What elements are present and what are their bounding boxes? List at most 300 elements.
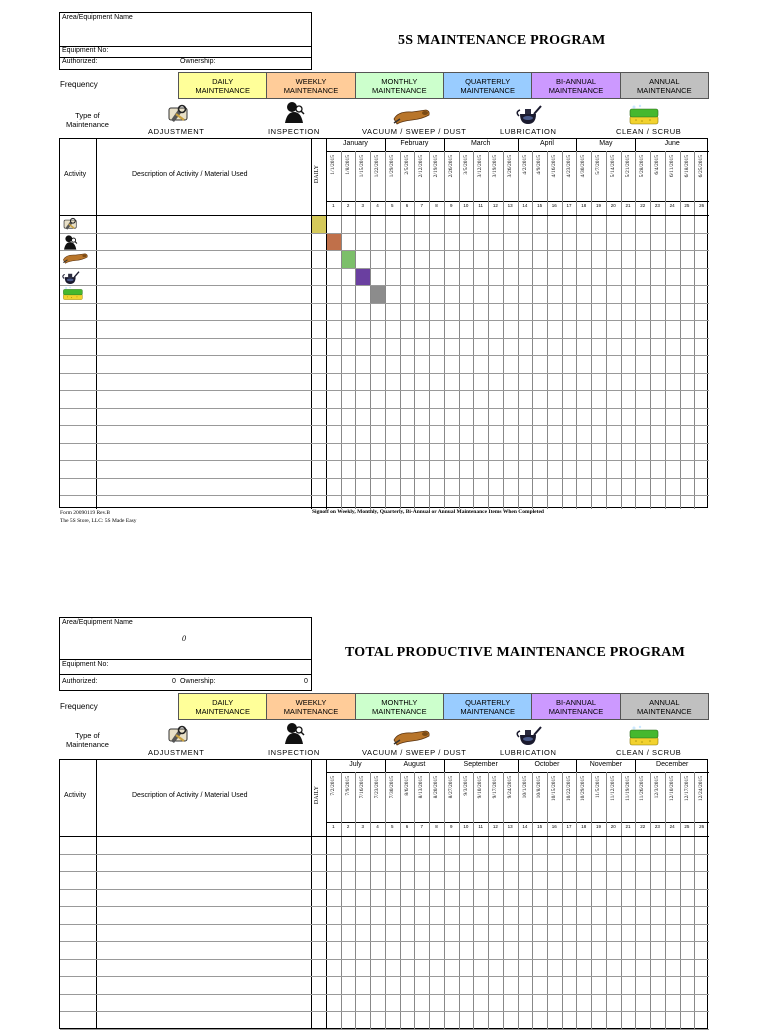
week-col-line	[665, 151, 666, 509]
authorized-label: Authorized:	[62, 678, 98, 685]
row-line	[60, 233, 709, 234]
week-date: 5/14/2015	[609, 155, 616, 178]
week-col-line	[459, 772, 460, 1030]
daily-col-line	[326, 760, 327, 1030]
week-date: 9/3/2015	[462, 776, 469, 796]
legend-color-cell	[312, 216, 326, 233]
week-date: 10/8/2015	[536, 776, 543, 799]
week-number: 4	[376, 824, 379, 829]
week-number: 12	[492, 203, 498, 208]
week-col-line	[576, 151, 577, 509]
month-header: January	[343, 140, 368, 147]
type-label-line1: Type of	[75, 111, 100, 120]
wrench-icon	[62, 216, 78, 236]
week-number: 2	[346, 203, 350, 208]
week-col-line	[576, 772, 577, 1030]
row-line	[60, 1029, 709, 1030]
daily-header: DAILY	[314, 786, 320, 805]
type-label-4: CLEAN / SCRUB	[616, 748, 682, 757]
frequency-suffix: MAINTENANCE	[637, 707, 692, 716]
week-number: 20	[610, 824, 616, 829]
frequency-name: BI-ANNUAL	[555, 698, 596, 707]
row-line	[60, 994, 709, 995]
frequency-name: DAILY	[212, 77, 234, 86]
week-date: 12/17/2015	[683, 776, 690, 802]
row-line	[60, 373, 709, 374]
type-label-3: LUBRICATION	[500, 127, 557, 136]
legend-color-cell	[342, 251, 356, 268]
week-col-line	[635, 772, 636, 1030]
equipment-no-label: Equipment No:	[62, 47, 109, 54]
frequency-name: ANNUAL	[649, 77, 680, 86]
week-col-line	[606, 772, 607, 1030]
week-col-line	[562, 151, 563, 509]
week-col-line	[518, 151, 519, 509]
month-header: July	[349, 761, 362, 768]
type-label-line1: Type of	[75, 731, 100, 740]
row-line	[60, 443, 709, 444]
week-col-line	[385, 772, 386, 1030]
week-col-line	[370, 772, 371, 1030]
week-number: 26	[699, 824, 705, 829]
week-col-line	[694, 772, 695, 1030]
activity-header: Activity	[64, 792, 87, 799]
week-date: 11/26/2015	[639, 776, 646, 801]
week-number: 15	[537, 824, 543, 829]
row-line	[60, 268, 709, 269]
form2-frequency-bar	[178, 693, 708, 720]
week-number: 9	[449, 203, 453, 208]
form1-title: 5S MAINTENANCE PROGRAM	[398, 33, 606, 48]
week-number: 12	[492, 824, 498, 829]
row-line	[60, 478, 709, 479]
week-date: 4/30/2015	[580, 155, 587, 178]
week-date: 7/2/2015	[330, 776, 336, 796]
week-date: 2/5/2015	[403, 155, 410, 175]
week-col-line	[370, 151, 371, 509]
row-line	[60, 871, 709, 872]
week-date: 5/28/2015	[639, 155, 646, 178]
week-col-line	[606, 151, 607, 509]
week-date: 4/9/2015	[536, 155, 543, 175]
week-date: 7/16/2015	[359, 776, 366, 799]
week-number: 1	[332, 203, 335, 208]
type-label-2: VACUUM / SWEEP / DUST	[362, 127, 467, 136]
type-label-0: ADJUSTMENT	[148, 748, 205, 757]
week-col-line	[429, 151, 430, 509]
week-number: 7	[420, 203, 423, 208]
form1-type-row	[0, 100, 768, 140]
row-line	[60, 320, 709, 321]
week-col-line	[650, 151, 651, 509]
description-col-line	[311, 139, 312, 509]
week-col-line	[473, 151, 474, 509]
week-date: 12/24/2015	[698, 776, 705, 802]
week-col-line	[547, 151, 548, 509]
week-date: 7/23/2015	[374, 776, 381, 799]
week-number: 2	[346, 824, 350, 829]
week-date: 6/25/2015	[698, 155, 705, 178]
row-line	[60, 355, 709, 356]
frequency-name: ANNUAL	[649, 698, 680, 707]
frequency-name: DAILY	[212, 698, 234, 707]
row-line	[60, 250, 709, 251]
frequency-suffix: MAINTENANCE	[283, 707, 339, 716]
type-label-1: INSPECTION	[268, 127, 320, 136]
area-equipment-label: Area/Equipment Name	[62, 14, 133, 21]
ownership-label: Ownership:	[180, 58, 216, 65]
week-number: 20	[610, 203, 616, 208]
row-line	[60, 390, 709, 391]
form1-schedule-table	[59, 138, 708, 508]
week-date: 5/21/2015	[624, 155, 631, 178]
row-line	[60, 338, 709, 339]
week-date: 3/12/2015	[477, 155, 484, 178]
week-date: 12/10/2015	[668, 776, 675, 802]
week-number: 11	[478, 824, 483, 829]
week-col-line	[680, 772, 681, 1030]
week-number: 26	[699, 203, 705, 208]
week-number: 13	[507, 203, 513, 208]
week-number: 17	[566, 824, 572, 829]
week-number: 10	[463, 203, 469, 208]
week-date: 10/29/2015	[580, 776, 587, 802]
week-number: 14	[522, 824, 528, 829]
frequency-suffix: MAINTENANCE	[372, 707, 427, 716]
month-divider	[518, 139, 519, 151]
week-date: 8/27/2015	[447, 776, 454, 799]
month-divider	[576, 760, 577, 772]
week-col-line	[385, 151, 386, 509]
week-number: 9	[449, 824, 453, 829]
type-label-line2: Maintenance	[66, 740, 109, 749]
week-number: 3	[361, 824, 365, 829]
month-header: November	[589, 761, 623, 768]
activity-header: Activity	[64, 171, 87, 178]
form2-title: TOTAL PRODUCTIVE MAINTENANCE PROGRAM	[345, 645, 685, 660]
week-number: 3	[361, 203, 365, 208]
frequency-suffix: MAINTENANCE	[283, 86, 339, 95]
week-date: 9/17/2015	[492, 776, 499, 799]
week-col-line	[355, 772, 356, 1030]
frequency-name: BI-ANNUAL	[555, 77, 596, 86]
frequency-cell-monthly	[355, 693, 444, 720]
week-date: 3/19/2015	[492, 155, 499, 178]
week-col-line	[591, 772, 592, 1030]
header-bottom-line	[60, 836, 709, 837]
frequency-cell-daily	[178, 72, 267, 99]
week-number: 21	[625, 203, 631, 208]
frequency-suffix: MAINTENANCE	[460, 86, 515, 95]
row-line	[60, 495, 709, 496]
week-date: 2/12/2015	[418, 155, 425, 178]
frequency-cell-weekly	[266, 72, 355, 99]
type-label-2: VACUUM / SWEEP / DUST	[362, 748, 467, 757]
week-number: 19	[595, 824, 601, 829]
week-date: 11/19/2015	[624, 776, 631, 801]
form1-frequency-bar	[178, 72, 708, 99]
frequency-name: WEEKLY	[295, 77, 327, 86]
form1-footer-signoff: Signoff on Weekly, Monthly, Quarterly, Bi-Annual or Annual Maintenance Items When Completed	[312, 509, 544, 515]
legend-color-cell	[356, 269, 370, 286]
week-number: 1	[332, 824, 335, 829]
frequency-name: MONTHLY	[381, 77, 418, 86]
week-date: 6/18/2015	[683, 155, 690, 178]
authorized-value: 0	[172, 678, 176, 685]
week-col-line	[341, 772, 342, 1030]
row-line	[60, 408, 709, 409]
form-number: Form 20090119 Rev.B	[60, 510, 111, 516]
week-number: 4	[376, 203, 379, 208]
week-number: 25	[684, 203, 690, 208]
week-col-line	[459, 151, 460, 509]
week-col-line	[562, 772, 563, 1030]
description-col-line	[311, 760, 312, 1030]
week-col-line	[503, 772, 504, 1030]
type-label-0: ADJUSTMENT	[148, 127, 205, 136]
row-line	[60, 941, 709, 942]
week-number: 16	[551, 203, 557, 208]
week-col-line	[503, 151, 504, 509]
form1-footer-left	[60, 509, 137, 525]
frequency-suffix: MAINTENANCE	[460, 707, 515, 716]
frequency-cell-bi-annual	[531, 72, 620, 99]
week-col-line	[532, 151, 533, 509]
week-number: 8	[435, 203, 438, 208]
frequency-cell-daily	[178, 693, 267, 720]
week-number: 8	[435, 824, 438, 829]
week-date: 6/11/2015	[668, 155, 675, 178]
month-divider	[518, 760, 519, 772]
week-date: 10/15/2015	[550, 776, 557, 802]
month-header: October	[534, 761, 560, 768]
frequency-suffix: MAINTENANCE	[548, 707, 604, 716]
frequency-cell-quarterly	[443, 72, 532, 99]
week-col-line	[444, 151, 445, 509]
vacuum-icon	[62, 251, 89, 268]
frequency-name: QUARTERLY	[465, 698, 511, 707]
week-date: 11/5/2015	[595, 776, 602, 799]
frequency-cell-annual	[620, 72, 709, 99]
month-header: May	[599, 140, 613, 147]
week-number: 5	[391, 824, 394, 829]
week-date: 11/12/2015	[609, 776, 616, 801]
week-date: 12/3/2015	[654, 776, 661, 799]
month-header: March	[470, 140, 491, 147]
week-date: 3/26/2015	[506, 155, 513, 178]
week-number: 18	[581, 203, 587, 208]
form1-info-box	[59, 12, 312, 70]
month-divider	[635, 760, 636, 772]
frequency-suffix: MAINTENANCE	[195, 86, 250, 95]
form1-frequency-label: Frequency	[60, 80, 98, 89]
month-divider	[385, 139, 386, 151]
row-line	[60, 924, 709, 925]
month-divider	[385, 760, 386, 772]
week-number: 25	[684, 824, 690, 829]
week-number: 23	[654, 203, 660, 208]
week-number: 22	[640, 203, 646, 208]
description-header: Description of Activity / Material Used	[132, 171, 248, 178]
week-number: 6	[405, 203, 409, 208]
week-number: 15	[537, 203, 543, 208]
week-date: 2/19/2015	[433, 155, 440, 178]
week-col-line	[665, 772, 666, 1030]
week-number: 5	[391, 203, 394, 208]
week-col-line	[680, 151, 681, 509]
frequency-suffix: MAINTENANCE	[637, 86, 692, 95]
week-date: 8/6/2015	[403, 776, 410, 796]
frequency-suffix: MAINTENANCE	[548, 86, 604, 95]
sponge-icon	[62, 286, 84, 304]
legend-color-cell	[371, 286, 385, 303]
form2-type-row	[0, 721, 768, 761]
type-label-1: INSPECTION	[268, 748, 320, 757]
week-col-line	[547, 772, 548, 1030]
week-number: 16	[551, 824, 557, 829]
frequency-cell-bi-annual	[531, 693, 620, 720]
week-number: 17	[566, 203, 572, 208]
frequency-suffix: MAINTENANCE	[195, 707, 250, 716]
row-line	[60, 959, 709, 960]
week-col-line	[694, 151, 695, 509]
type-label-line2: Maintenance	[66, 120, 109, 129]
week-col-line	[518, 772, 519, 1030]
week-col-line	[650, 772, 651, 1030]
month-divider	[576, 139, 577, 151]
company-name: The 5S Store, LLC: 5S Made Easy	[60, 518, 137, 524]
week-col-line	[473, 772, 474, 1030]
week-number: 19	[595, 203, 601, 208]
week-number: 24	[669, 203, 675, 208]
week-col-line	[414, 151, 415, 509]
week-number: 21	[625, 824, 631, 829]
inspector-icon	[282, 100, 306, 129]
week-number: 23	[654, 824, 660, 829]
row-line	[60, 976, 709, 977]
week-col-line	[355, 151, 356, 509]
row-line	[60, 906, 709, 907]
week-date: 5/7/2015	[595, 155, 602, 175]
month-divider	[444, 760, 445, 772]
form2-info-box	[59, 617, 312, 691]
week-col-line	[621, 772, 622, 1030]
week-number: 11	[478, 203, 483, 208]
frequency-cell-quarterly	[443, 693, 532, 720]
month-header: August	[403, 761, 426, 768]
form2-schedule-table	[59, 759, 708, 1029]
row-line	[60, 1011, 709, 1012]
week-number: 14	[522, 203, 528, 208]
week-number: 22	[640, 824, 646, 829]
type-label-4: CLEAN / SCRUB	[616, 127, 682, 136]
row-line	[60, 460, 709, 461]
week-date: 9/10/2015	[477, 776, 484, 799]
week-number: 10	[463, 824, 469, 829]
month-header: February	[400, 140, 429, 147]
week-date: 4/2/2015	[521, 155, 528, 175]
authorized-label: Authorized:	[62, 58, 98, 65]
week-date: 1/22/2015	[374, 155, 381, 178]
week-date: 1/29/2015	[388, 155, 395, 178]
description-header: Description of Activity / Material Used	[132, 792, 248, 799]
week-number: 6	[405, 824, 409, 829]
row-line	[60, 854, 709, 855]
week-date: 2/26/2015	[447, 155, 454, 178]
month-divider	[444, 139, 445, 151]
week-date: 3/5/2015	[462, 155, 469, 175]
week-date: 6/4/2015	[654, 155, 661, 175]
row-line	[60, 303, 709, 304]
type-label-3: LUBRICATION	[500, 748, 557, 757]
row-line	[60, 425, 709, 426]
week-date: 9/24/2015	[506, 776, 513, 799]
week-col-line	[444, 772, 445, 1030]
frequency-name: MONTHLY	[381, 698, 418, 707]
month-header: December	[656, 761, 689, 768]
header-bottom-line	[60, 215, 709, 216]
ownership-label: Ownership:	[180, 678, 216, 685]
area-equipment-value: 0	[182, 634, 186, 643]
week-date: 1/1/2015	[330, 155, 336, 175]
area-equipment-label: Area/Equipment Name	[62, 619, 133, 626]
ownership-value: 0	[304, 678, 308, 685]
row-line	[60, 889, 709, 890]
frequency-cell-weekly	[266, 693, 355, 720]
week-date: 1/15/2015	[359, 155, 366, 178]
inspector-icon	[282, 721, 306, 750]
frequency-name: QUARTERLY	[465, 77, 511, 86]
divider	[60, 659, 311, 660]
week-date: 7/9/2015	[344, 776, 351, 796]
daily-col-line	[326, 139, 327, 509]
week-col-line	[400, 151, 401, 509]
frequency-suffix: MAINTENANCE	[372, 86, 427, 95]
month-header: September	[463, 761, 498, 768]
week-col-line	[621, 151, 622, 509]
frequency-cell-monthly	[355, 72, 444, 99]
week-number: 7	[420, 824, 423, 829]
activity-col-line	[96, 139, 97, 509]
week-col-line	[341, 151, 342, 509]
week-col-line	[635, 151, 636, 509]
week-number: 13	[507, 824, 513, 829]
equipment-no-label: Equipment No:	[62, 661, 109, 668]
week-col-line	[414, 772, 415, 1030]
week-date: 1/8/2015	[344, 155, 351, 175]
week-col-line	[591, 151, 592, 509]
daily-header: DAILY	[314, 165, 320, 184]
week-date: 4/23/2015	[565, 155, 572, 178]
week-col-line	[429, 772, 430, 1030]
frequency-name: WEEKLY	[295, 698, 327, 707]
frequency-cell-annual	[620, 693, 709, 720]
legend-color-cell	[327, 234, 341, 251]
week-col-line	[400, 772, 401, 1030]
week-number: 18	[581, 824, 587, 829]
week-date: 4/16/2015	[550, 155, 557, 178]
week-date: 10/1/2015	[521, 776, 528, 799]
form2-frequency-label: Frequency	[60, 702, 98, 711]
week-date: 10/22/2015	[565, 776, 572, 802]
month-divider	[635, 139, 636, 151]
week-date: 8/20/2015	[433, 776, 440, 799]
divider	[60, 674, 311, 675]
week-col-line	[488, 151, 489, 509]
week-number: 24	[669, 824, 675, 829]
month-header: June	[664, 140, 680, 147]
activity-col-line	[96, 760, 97, 1030]
